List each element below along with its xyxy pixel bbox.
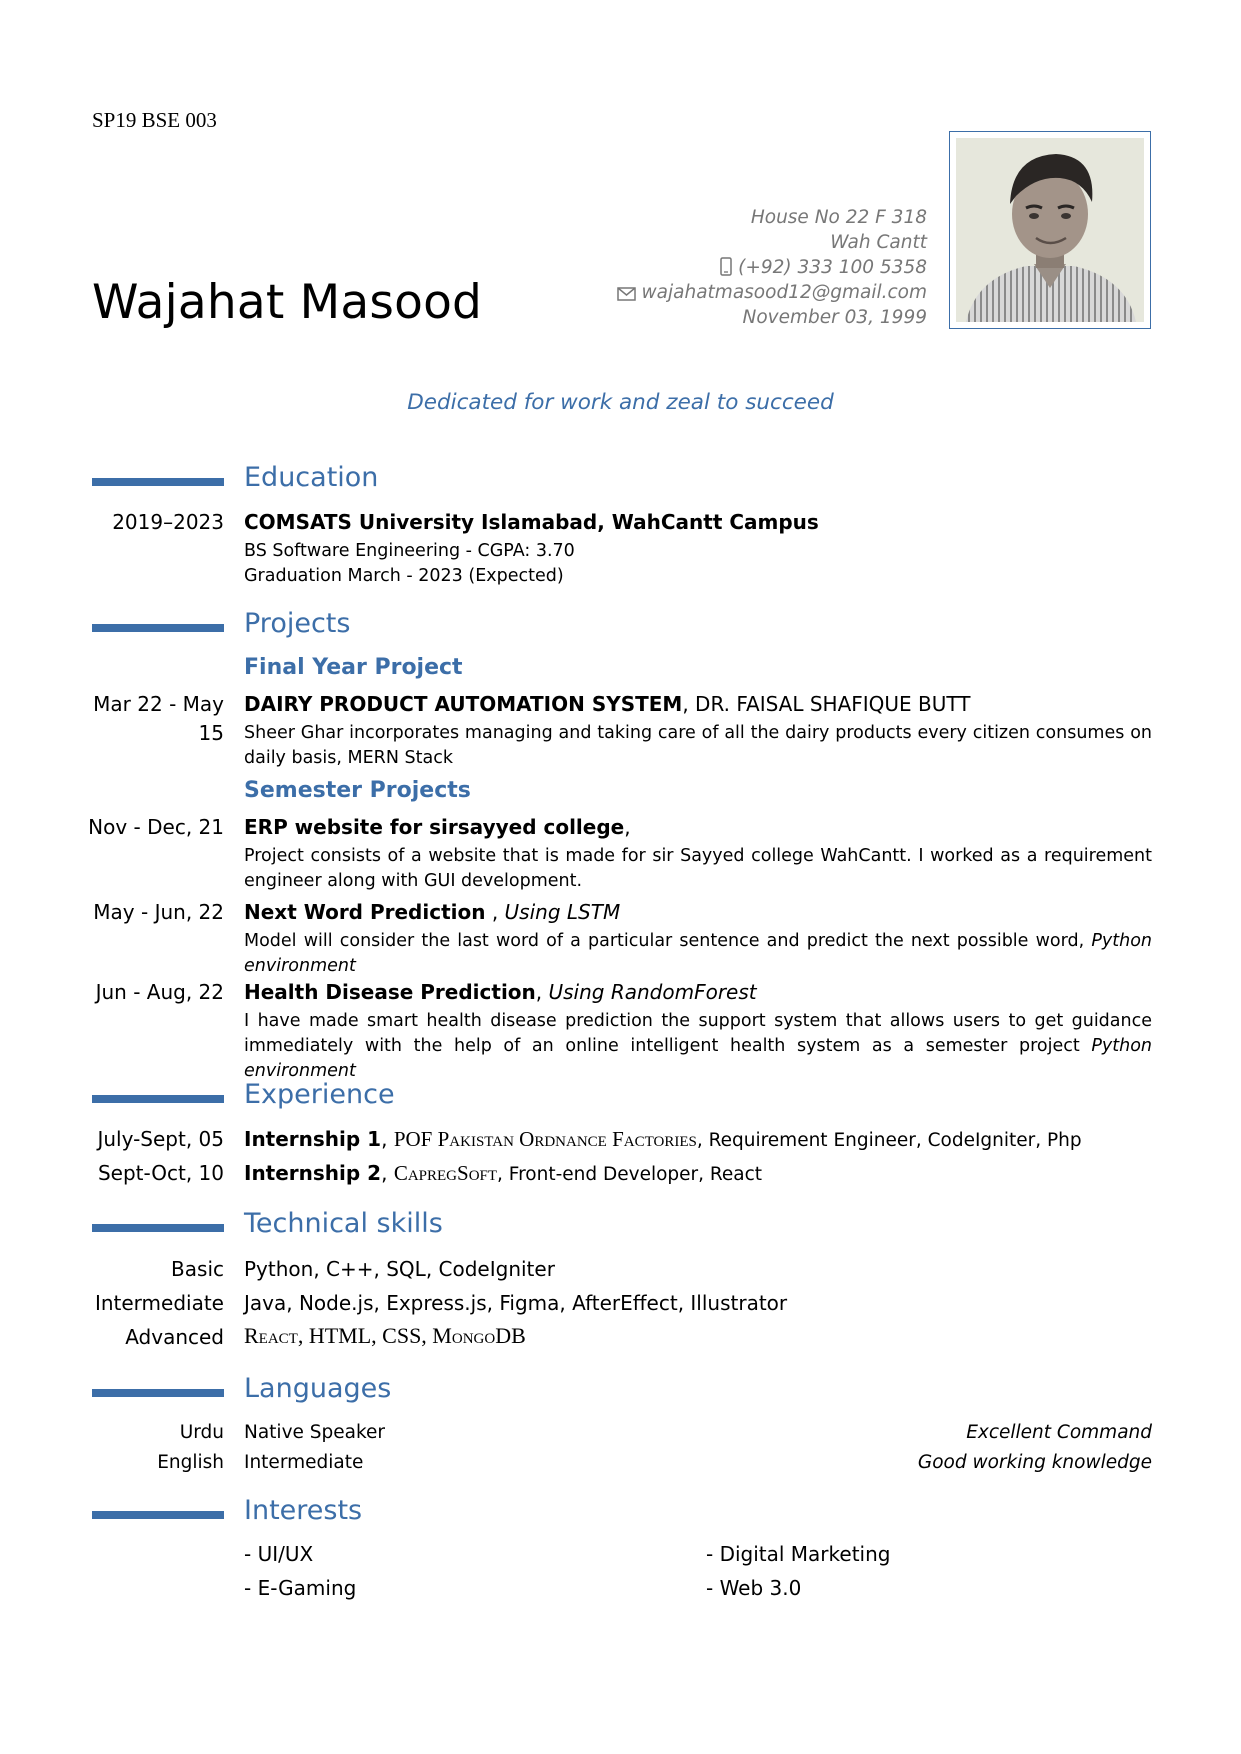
language-level: Native Speaker <box>244 1422 386 1443</box>
semester-project-title <box>244 900 620 924</box>
semester-project-title <box>244 815 631 839</box>
experience-role: Internship 1 <box>244 1127 382 1151</box>
semester-project-tech: Using RandomForest <box>548 980 757 1004</box>
fyp-title-line <box>244 692 970 716</box>
section-bar-interests <box>92 1511 224 1519</box>
semester-project-name: Health Disease Prediction <box>244 980 536 1004</box>
semester-project-separator: , <box>624 815 631 839</box>
semester-project-name: ERP website for sirsayyed college <box>244 815 625 839</box>
section-bar-experience <box>92 1095 224 1103</box>
experience-date: July-Sept, 05 <box>97 1127 224 1151</box>
language-name: English <box>157 1452 224 1473</box>
mobile-phone-icon <box>720 257 738 278</box>
address-line-2: Wah Cantt <box>830 232 927 253</box>
section-bar-skills <box>92 1224 224 1232</box>
education-degree: BS Software Engineering - CGPA: 3.70 <box>244 541 575 561</box>
section-bar-languages <box>92 1389 224 1397</box>
interest-item: - UI/UX <box>244 1542 314 1566</box>
language-note: Excellent Command <box>966 1422 1152 1443</box>
contact-block <box>527 205 927 330</box>
semester-project-separator: , <box>535 980 549 1004</box>
skill-level-advanced: Advanced <box>125 1325 224 1349</box>
education-graduation: Graduation March - 2023 (Expected) <box>244 566 564 586</box>
fyp-description: Sheer Ghar incorporates managing and taking care of all the dairy products every citizen consumes on daily basis, MERN Stack <box>244 723 1152 768</box>
semester-project-date: Jun - Aug, 22 <box>95 980 224 1004</box>
document-id: SP19 BSE 003 <box>92 108 217 132</box>
fyp-separator: , <box>682 692 696 716</box>
experience-separator: , <box>381 1127 394 1151</box>
email-row[interactable] <box>527 280 927 305</box>
phone-row <box>527 255 927 280</box>
semester-project-tech: Using LSTM <box>504 900 621 924</box>
profile-photo <box>949 131 1151 329</box>
education-school: COMSATS University Islamabad, WahCantt Campus <box>244 510 819 534</box>
fyp-name: DAIRY PRODUCT AUTOMATION SYSTEM <box>244 692 683 716</box>
experience-separator: , <box>381 1161 394 1185</box>
experience-role: Internship 2 <box>244 1161 382 1185</box>
fyp-supervisor: DR. FAISAL SHAFIQUE BUTT <box>695 692 971 716</box>
section-title-languages: Languages <box>244 1373 392 1404</box>
skill-level-intermediate: Intermediate <box>94 1291 224 1315</box>
address-line-1: House No 22 F 318 <box>750 207 927 228</box>
experience-details: , Front-end Developer, React <box>497 1164 763 1185</box>
birthdate: November 03, 1999 <box>742 307 927 328</box>
interest-item: - Digital Marketing <box>706 1542 891 1566</box>
subsection-semester-projects: Semester Projects <box>244 778 471 803</box>
section-title-experience: Experience <box>244 1079 395 1110</box>
skills-intermediate: Java, Node.js, Express.js, Figma, AfterEffect, Illustrator <box>244 1291 788 1315</box>
section-bar-education <box>92 478 224 486</box>
envelope-icon <box>617 282 642 303</box>
semester-project-date: Nov - Dec, 21 <box>88 815 224 839</box>
section-title-education: Education <box>244 462 379 493</box>
semester-project-desc-text: Model will consider the last word of a particular sentence and predict the next possible word, <box>244 931 1092 951</box>
experience-date: Sept-Oct, 10 <box>97 1161 224 1185</box>
experience-company: POF Pakistan Ordnance Factories <box>393 1127 697 1151</box>
skills-advanced: React, HTML, CSS, MongoDB <box>244 1323 526 1348</box>
subsection-final-year-project: Final Year Project <box>244 655 463 680</box>
candidate-name: Wajahat Masood <box>92 275 483 330</box>
tagline: Dedicated for work and zeal to succeed <box>407 390 834 415</box>
experience-entry <box>244 1161 762 1186</box>
semester-project-title <box>244 980 757 1004</box>
section-title-projects: Projects <box>244 608 351 639</box>
fyp-date-line-1: Mar 22 - May <box>93 692 224 716</box>
skill-level-basic: Basic <box>171 1257 224 1281</box>
section-title-interests: Interests <box>244 1495 363 1526</box>
section-title-skills: Technical skills <box>244 1208 443 1239</box>
language-name: Urdu <box>179 1422 224 1443</box>
interest-item: - Web 3.0 <box>706 1576 802 1600</box>
skills-basic: Python, C++, SQL, CodeIgniter <box>244 1257 555 1281</box>
semester-project-desc-text: Project consists of a website that is made for sir Sayyed college WahCantt. I worked as a requirement engineer along with GUI development. <box>244 846 1152 891</box>
semester-project-separator: , <box>485 900 505 924</box>
experience-entry <box>244 1127 1082 1152</box>
semester-project-desc-text: I have made smart health disease prediction the support system that allows users to get guidance immediately with the help of an online intelligent health system as a semester project <box>244 1011 1152 1056</box>
language-note: Good working knowledge <box>917 1452 1152 1473</box>
semester-project-date: May - Jun, 22 <box>93 900 224 924</box>
experience-company: CapregSoft <box>393 1161 498 1185</box>
section-bar-projects <box>92 624 224 632</box>
education-date: 2019–2023 <box>112 510 224 534</box>
semester-project-description <box>244 929 1152 979</box>
semester-project-description <box>244 1009 1152 1084</box>
experience-details: , Requirement Engineer, CodeIgniter, Php <box>696 1130 1082 1151</box>
semester-project-description <box>244 844 1152 894</box>
fyp-date-line-2: 15 <box>198 721 224 745</box>
language-level: Intermediate <box>244 1452 364 1473</box>
semester-project-name: Next Word Prediction <box>244 900 486 924</box>
semester-project-desc-italic: Python environment <box>244 931 1152 976</box>
email-address[interactable]: wajahatmasood12@gmail.com <box>641 282 927 303</box>
semester-project-desc-italic: Python environment <box>244 1036 1152 1081</box>
interest-item: - E-Gaming <box>244 1576 357 1600</box>
phone-number: (+92) 333 100 5358 <box>738 257 927 278</box>
